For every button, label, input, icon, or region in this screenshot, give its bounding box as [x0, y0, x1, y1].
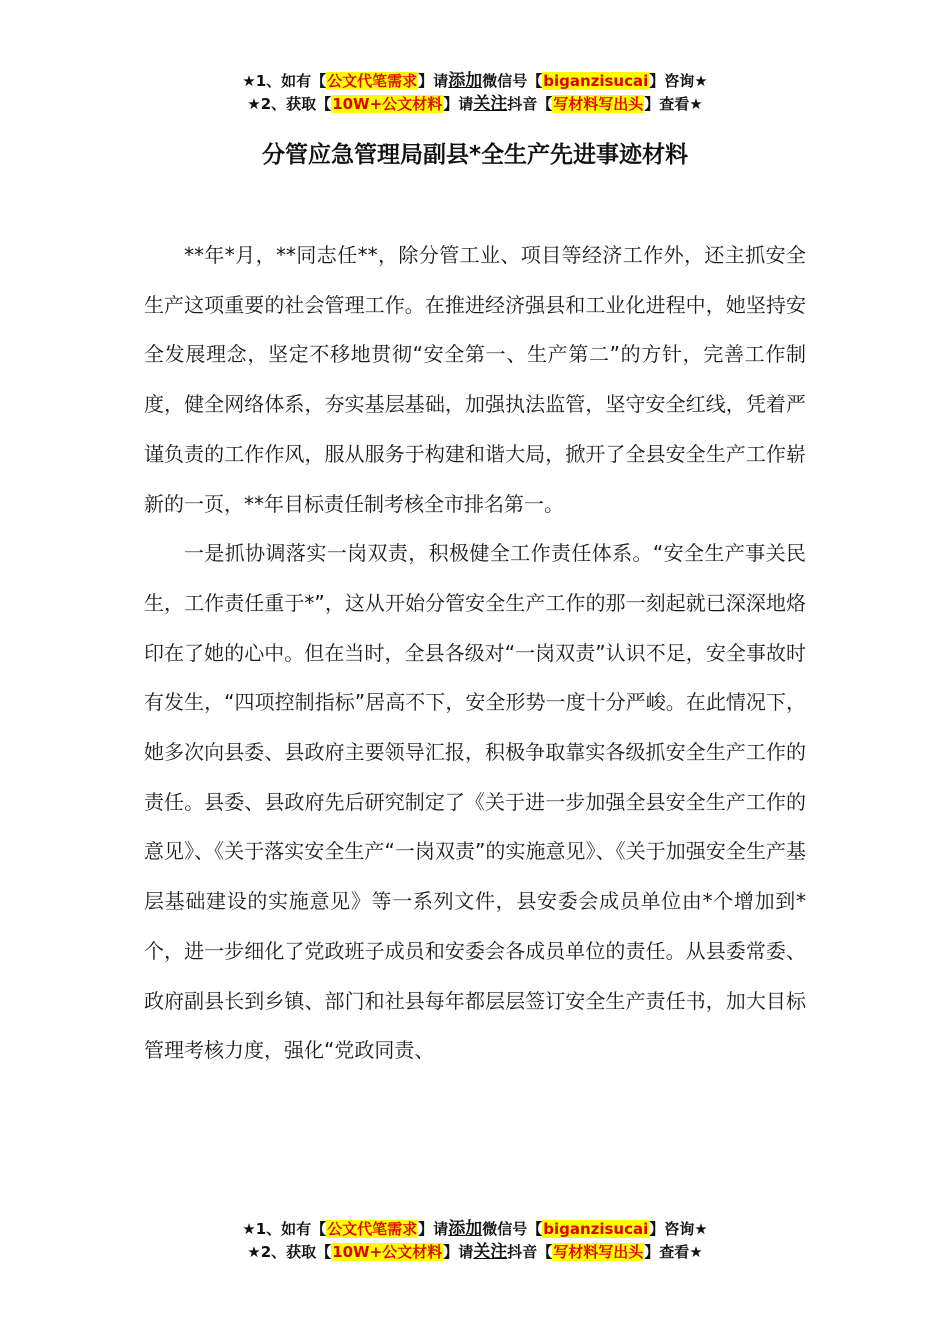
body-paragraph-1: **年*月，**同志任**，除分管工业、项目等经济工作外，还主抓安全生产这项重要的社会管理工作。在推进经济强县和工业化进程中，她坚持安全发展理念，坚定不移地贯彻“安全第一、生产第二”的方针，完善工作制度，健全网络体系，夯实基层基础，加强执法监管，坚守安全红线，凭着严谨负责的工作作风，服从服务于构建和谐大局，掀开了全县安全生产工作崭新的一页，**年目标责任制考核全市排名第一。 — [144, 243, 806, 516]
promo-highlight: 10W+公文材料 — [332, 95, 443, 113]
promo-text: 】请 — [443, 1243, 474, 1261]
promo-highlight: biganzisucai — [543, 1220, 649, 1238]
promo-text: 】请 — [443, 95, 474, 113]
body-paragraph-2: 一是抓协调落实一岗双责，积极健全工作责任体系。“安全生产事关民生，工作责任重于*”，这从开始分管安全生产工作的那一刻起就已深深地烙印在了她的心中。但在当时，全县各级对“一岗双责”认识不足，安全事故时有发生，“四项控制指标”居高不下，安全形势一度十分严峻。在此情况下，她多次向县委、县政府主要领导汇报，积极争取靠实各级抓安全生产工作的责任。县委、县政府先后研究制定了《关于进一步加强全县安全生产工作的意见》、《关于落实安全生产“一岗双责”的实施意见》、《关于加强安全生产基层基础建设的实施意见》等一系列文件，县安委会成员单位由*个增加到*个，进一步细化了党政班子成员和安委会各成员单位的责任。从县委常委、政府副县长到乡镇、部门和社县每年都层层签订安全生产责任书，加大目标管理考核力度，强化“党政同责、 — [144, 541, 806, 1063]
document-title: 分管应急管理局副县*全生产先进事迹材料 — [261, 142, 689, 168]
promo-text: 微信号【 — [482, 72, 543, 90]
promo-text: 】咨询★ — [649, 1220, 708, 1238]
promo-highlight: 公文代笔需求 — [327, 72, 418, 90]
promo-text: 】咨询★ — [649, 72, 708, 90]
promo-highlight: 写材料写出头 — [553, 95, 644, 113]
promo-line-1 — [0, 70, 950, 93]
promo-underline: 关注 — [473, 94, 508, 114]
promo-text: 抖音【 — [507, 1243, 553, 1261]
promo-text: 】查看★ — [644, 95, 703, 113]
promo-underline: 添加 — [448, 71, 483, 91]
promo-text: ★1、如有【 — [242, 1220, 327, 1238]
bottom-promo-banner — [0, 1218, 950, 1264]
promo-text: ★2、获取【 — [247, 95, 332, 113]
promo-line-2 — [0, 93, 950, 116]
promo-text: 抖音【 — [507, 95, 553, 113]
top-promo-banner — [0, 70, 950, 116]
promo-underline: 关注 — [473, 1242, 508, 1262]
promo-underline: 添加 — [448, 1219, 483, 1239]
promo-highlight: biganzisucai — [543, 72, 649, 90]
promo-highlight: 写材料写出头 — [553, 1243, 644, 1261]
promo-text: ★1、如有【 — [242, 72, 327, 90]
promo-line-1 — [0, 1218, 950, 1241]
promo-text: 】查看★ — [644, 1243, 703, 1261]
promo-highlight: 10W+公文材料 — [332, 1243, 443, 1261]
promo-text: 】请 — [418, 72, 449, 90]
promo-highlight: 公文代笔需求 — [327, 1220, 418, 1238]
promo-text: 微信号【 — [482, 1220, 543, 1238]
promo-text: ★2、获取【 — [247, 1243, 332, 1261]
promo-text: 】请 — [418, 1220, 449, 1238]
promo-line-2 — [0, 1241, 950, 1264]
document-body — [144, 231, 806, 1076]
